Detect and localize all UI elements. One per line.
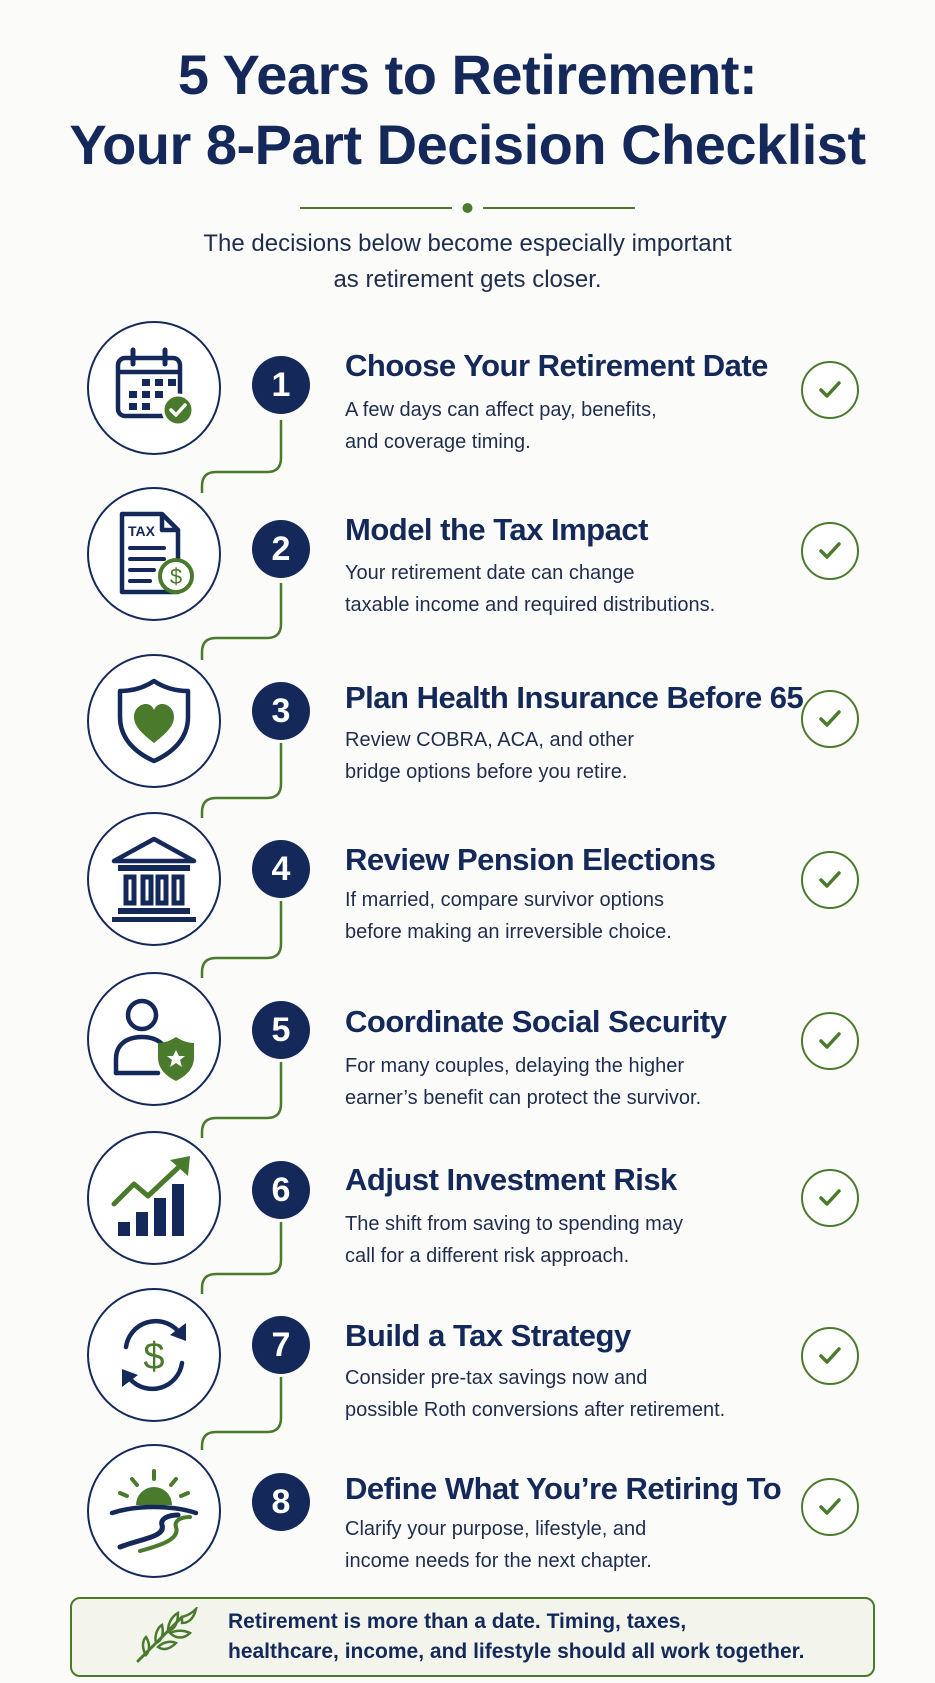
item-1-number: 1: [252, 356, 310, 414]
svg-text:$: $: [143, 1336, 165, 1378]
checkmark-icon: [815, 704, 845, 734]
item-5-title: Coordinate Social Security: [345, 1004, 727, 1039]
title-line-1: 5 Years to Retirement:: [177, 43, 758, 106]
item-8-desc-line-1: Clarify your purpose, lifestyle, and: [345, 1518, 647, 1540]
page-title: [0, 40, 935, 180]
tax-document-icon: [106, 506, 202, 602]
checkmark-icon: [815, 1026, 845, 1056]
item-4-desc-line-2: before making an irreversible choice.: [345, 921, 672, 943]
item-3-number: 3: [252, 682, 310, 740]
item-6-desc-line-1: The shift from saving to spending may: [345, 1213, 683, 1235]
item-2-icon-circle: [87, 487, 221, 621]
item-1-title: Choose Your Retirement Date: [345, 348, 768, 383]
item-3-checkbox[interactable]: [801, 690, 859, 748]
item-7-icon-circle: [87, 1288, 221, 1422]
title-divider: [300, 198, 635, 218]
item-8-checkbox[interactable]: [801, 1478, 859, 1536]
checkmark-icon: [815, 536, 845, 566]
svg-text:$: $: [169, 564, 183, 589]
item-7-description: [345, 1362, 725, 1426]
title-line-2: Your 8-Part Decision Checklist: [69, 113, 866, 176]
dollar-cycle-icon: [106, 1307, 202, 1403]
banner-text: [228, 1607, 805, 1667]
item-3-icon-circle: [87, 654, 221, 788]
item-5-number: 5: [252, 1001, 310, 1059]
summary-banner: [70, 1597, 875, 1677]
item-8-title: Define What You’re Retiring To: [345, 1471, 782, 1506]
checkmark-icon: [815, 1183, 845, 1213]
item-5-description: [345, 1050, 701, 1114]
bank-building-icon: [106, 831, 202, 927]
person-shield-icon: [106, 991, 202, 1087]
leaf-sprig-icon: [130, 1607, 200, 1667]
item-4-desc-line-1: If married, compare survivor options: [345, 889, 665, 911]
item-3-desc-line-1: Review COBRA, ACA, and other: [345, 729, 635, 751]
item-7-title: Build a Tax Strategy: [345, 1318, 631, 1353]
item-1-description: [345, 394, 657, 458]
item-7-checkbox[interactable]: [801, 1327, 859, 1385]
checkmark-icon: [815, 375, 845, 405]
item-7-desc-line-1: Consider pre-tax savings now and: [345, 1367, 648, 1389]
checkmark-icon: [815, 865, 845, 895]
item-4-title: Review Pension Elections: [345, 842, 716, 877]
shield-heart-icon: [106, 673, 202, 769]
item-6-icon-circle: [87, 1131, 221, 1265]
item-2-checkbox[interactable]: [801, 522, 859, 580]
sunrise-path-icon: [106, 1463, 202, 1559]
banner-line-1: Retirement is more than a date. Timing, taxes,: [228, 1610, 687, 1633]
item-3-title: Plan Health Insurance Before 65: [345, 680, 804, 715]
item-2-number: 2: [252, 520, 310, 578]
item-5-desc-line-2: earner’s benefit can protect the survivor.: [345, 1087, 702, 1109]
item-3-desc-line-2: bridge options before you retire.: [345, 761, 628, 783]
calendar-check-icon: [106, 340, 202, 436]
banner-line-2: healthcare, income, and lifestyle should all work together.: [228, 1640, 805, 1663]
subtitle-line-2: as retirement gets closer.: [333, 266, 602, 293]
item-1-desc-line-1: A few days can affect pay, benefits,: [345, 399, 657, 421]
page-subtitle: [0, 226, 935, 298]
item-8-number: 8: [252, 1473, 310, 1531]
item-5-icon-circle: [87, 972, 221, 1106]
item-7-desc-line-2: possible Roth conversions after retirement.: [345, 1399, 726, 1421]
svg-text:TAX: TAX: [128, 523, 155, 539]
item-3-description: [345, 724, 634, 788]
item-1-desc-line-2: and coverage timing.: [345, 431, 531, 453]
item-1-checkbox[interactable]: [801, 361, 859, 419]
item-8-desc-line-2: income needs for the next chapter.: [345, 1550, 652, 1572]
item-6-desc-line-2: call for a different risk approach.: [345, 1245, 630, 1267]
item-4-number: 4: [252, 840, 310, 898]
item-8-icon-circle: [87, 1444, 221, 1578]
item-2-desc-line-2: taxable income and required distributions.: [345, 594, 716, 616]
item-7-number: 7: [252, 1316, 310, 1374]
checkmark-icon: [815, 1341, 845, 1371]
subtitle-line-1: The decisions below become especially important: [203, 230, 732, 257]
item-2-title: Model the Tax Impact: [345, 512, 648, 547]
checkmark-icon: [815, 1492, 845, 1522]
item-6-number: 6: [252, 1161, 310, 1219]
item-4-description: [345, 884, 672, 948]
item-1-icon-circle: [87, 321, 221, 455]
item-5-checkbox[interactable]: [801, 1012, 859, 1070]
item-8-description: [345, 1513, 652, 1577]
item-4-checkbox[interactable]: [801, 851, 859, 909]
item-2-description: [345, 557, 715, 621]
item-6-checkbox[interactable]: [801, 1169, 859, 1227]
item-5-desc-line-1: For many couples, delaying the higher: [345, 1055, 685, 1077]
item-4-icon-circle: [87, 812, 221, 946]
growth-chart-icon: [106, 1150, 202, 1246]
item-2-desc-line-1: Your retirement date can change: [345, 562, 635, 584]
item-6-title: Adjust Investment Risk: [345, 1162, 677, 1197]
item-6-description: [345, 1208, 683, 1272]
